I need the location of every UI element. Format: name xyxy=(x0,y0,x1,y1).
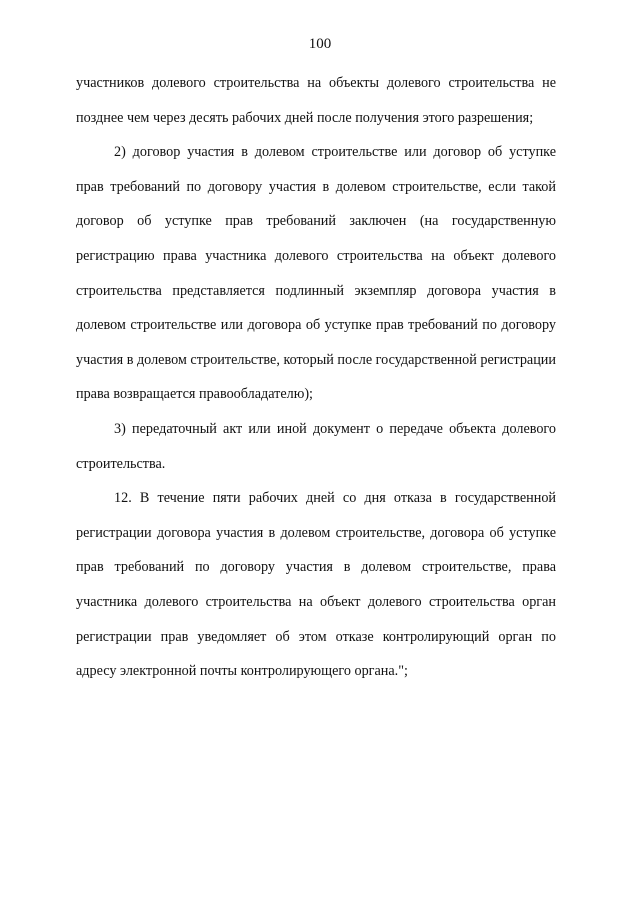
paragraph-item-3: 3) передаточный акт или иной документ о передаче объекта долевого строительства. xyxy=(76,420,556,472)
paragraph-item-2: 2) договор участия в долевом строительстве или договор об уступке прав требований по договору участия в долевом строительстве, если такой договор об уступке прав требований заключен (на государственную регистрацию права участника долевого строительства на объект долевого строительства представляется подлинный экземпляр договора участия в долевом строительстве или договора об уступке прав требований по договору участия в долевом строительстве, который после государственной регистрации права возвращается правообладателю); xyxy=(76,144,556,403)
paragraph-continuation: участников долевого строительства на объекты долевого строительства не позднее чем через десять рабочих дней после получения этого разрешения; xyxy=(76,75,556,126)
page-number: 100 xyxy=(308,36,332,52)
paragraph-point-12: 12. В течение пяти рабочих дней со дня отказа в государственной регистрации договора участия в долевом строительстве, договора об уступке прав требований по договору участия в долевом строительстве, права участника долевого строительства на объект долевого строительства орган регистрации прав уведомляет об этом отказе контролирующий орган по адресу электронной почты контролирующего органа."; xyxy=(76,490,556,680)
document-body xyxy=(76,66,556,689)
